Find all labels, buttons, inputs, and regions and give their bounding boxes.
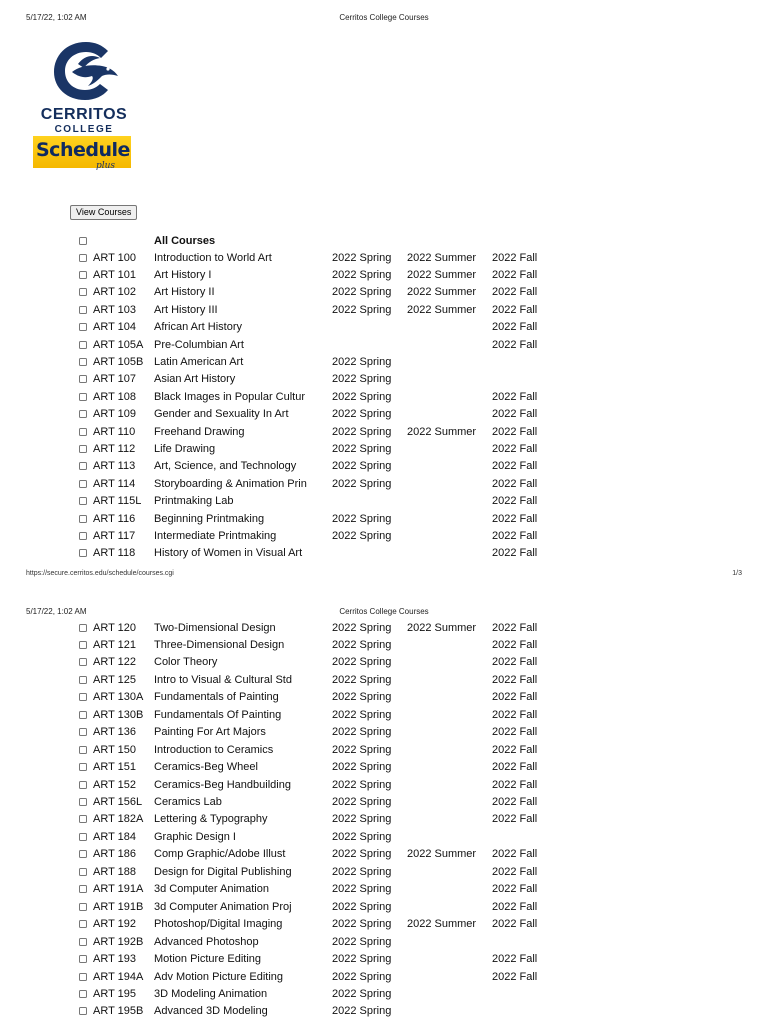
term-fall: 2022 Fall [492,495,538,508]
course-row [0,707,768,724]
course-checkbox[interactable] [79,903,87,911]
course-checkbox[interactable] [79,746,87,754]
course-code: ART 125 [93,673,137,686]
course-checkbox[interactable] [79,798,87,806]
term-spring: 2022 Spring [332,761,392,774]
term-summer: 2022 Summer [407,425,477,438]
course-checkbox[interactable] [79,973,87,981]
course-code: ART 151 [93,761,137,774]
course-title: Asian Art History [154,373,236,386]
course-checkbox[interactable] [79,341,87,349]
print-timestamp: 5/17/22, 1:02 AM [26,13,87,22]
course-code: ART 116 [93,512,136,525]
course-code: ART 107 [93,373,137,386]
course-row [0,689,768,706]
course-title: Art, Science, and Technology [154,460,297,473]
course-checkbox[interactable] [79,728,87,736]
term-fall: 2022 Fall [492,691,538,704]
course-checkbox[interactable] [79,549,87,557]
course-checkbox[interactable] [79,693,87,701]
course-title: Introduction to World Art [154,251,272,264]
term-spring: 2022 Spring [332,373,392,386]
course-row [0,986,768,1003]
course-row [0,441,768,458]
course-title: 3D Modeling Animation [154,987,268,1000]
course-title: Black Images in Popular Cultur [154,390,306,403]
term-spring: 2022 Spring [332,442,392,455]
course-title: Three-Dimensional Design [154,638,285,651]
term-fall: 2022 Fall [492,268,538,281]
term-summer: 2022 Summer [407,251,477,264]
course-checkbox[interactable] [79,711,87,719]
term-spring: 2022 Spring [332,408,392,421]
course-row [0,794,768,811]
course-code: ART 105A [93,338,144,351]
course-code: ART 191A [93,883,144,896]
term-fall: 2022 Fall [492,477,538,490]
course-row [0,811,768,828]
term-fall: 2022 Fall [492,813,538,826]
course-code: ART 188 [93,865,137,878]
course-row [0,284,768,301]
course-title: Two-Dimensional Design [154,621,276,634]
term-spring: 2022 Spring [332,390,392,403]
course-title: Art History I [154,268,212,281]
course-checkbox[interactable] [79,624,87,632]
course-code: ART 101 [93,268,137,281]
term-spring: 2022 Spring [332,638,392,651]
course-title: Life Drawing [154,442,216,455]
course-title: African Art History [154,321,243,334]
course-checkbox[interactable] [79,990,87,998]
course-code: ART 103 [93,303,137,316]
term-spring: 2022 Spring [332,251,392,264]
course-row [0,899,768,916]
course-row [0,319,768,336]
term-fall: 2022 Fall [492,726,538,739]
course-code: ART 104 [93,321,137,334]
term-fall: 2022 Fall [492,303,538,316]
course-row [0,864,768,881]
course-title: Fundamentals of Painting [154,691,279,704]
term-spring: 2022 Spring [332,512,392,525]
term-fall: 2022 Fall [492,761,538,774]
term-spring: 2022 Spring [332,691,392,704]
course-checkbox[interactable] [79,480,87,488]
term-fall: 2022 Fall [492,338,538,351]
course-code: ART 156L [93,796,143,808]
course-title: Freehand Drawing [154,425,245,438]
course-code: ART 191B [93,900,144,913]
course-code: ART 115L [93,495,142,508]
course-title: 3d Computer Animation Proj [154,900,292,913]
course-checkbox[interactable] [79,763,87,771]
term-summer: 2022 Summer [407,268,477,281]
course-code: ART 152 [93,778,137,791]
course-checkbox[interactable] [79,676,87,684]
course-row [0,406,768,423]
term-fall: 2022 Fall [492,621,538,634]
term-spring: 2022 Spring [332,460,392,473]
term-spring: 2022 Spring [332,970,392,983]
course-checkbox[interactable] [79,462,87,470]
course-title: Ceramics Lab [154,796,222,808]
term-spring: 2022 Spring [332,355,392,368]
cerritos-schedule-logo [30,38,138,180]
all-courses-heading: All Courses [154,235,216,247]
course-code: ART 136 [93,726,137,739]
course-title: Intro to Visual & Cultural Std [154,673,292,686]
course-code: ART 102 [93,286,137,299]
course-code: ART 110 [93,425,136,438]
term-fall: 2022 Fall [492,442,538,455]
term-spring: 2022 Spring [332,883,392,896]
falcon-c-logo-icon [50,38,120,104]
course-title: Graphic Design I [154,830,236,843]
term-spring: 2022 Spring [332,621,392,634]
course-title: Storyboarding & Animation Prin [154,477,307,490]
term-spring: 2022 Spring [332,529,392,542]
course-title: Pre-Columbian Art [154,338,244,351]
course-checkbox[interactable] [79,781,87,789]
course-row [0,371,768,388]
course-row [0,511,768,528]
print-title: Cerritos College Courses [339,607,429,616]
course-code: ART 130A [93,691,144,704]
course-row [0,846,768,863]
course-title: Advanced Photoshop [154,935,259,948]
term-spring: 2022 Spring [332,743,392,756]
course-title: Printmaking Lab [154,495,234,508]
course-checkbox[interactable] [79,393,87,401]
course-row [0,742,768,759]
course-row [0,951,768,968]
course-row [0,1003,768,1020]
term-spring: 2022 Spring [332,900,392,913]
course-code: ART 118 [93,547,136,560]
term-spring: 2022 Spring [332,778,392,791]
course-row [0,337,768,354]
term-fall: 2022 Fall [492,321,538,334]
print-url: https://secure.cerritos.edu/schedule/courses.cgi [26,570,174,577]
term-spring: 2022 Spring [332,477,392,490]
course-title: Latin American Art [154,355,244,368]
course-code: ART 186 [93,848,137,861]
course-title: Advanced 3D Modeling [154,1005,268,1018]
course-row [0,476,768,493]
term-fall: 2022 Fall [492,970,538,983]
term-summer: 2022 Summer [407,621,477,634]
course-code: ART 108 [93,390,137,403]
term-spring: 2022 Spring [332,918,392,931]
course-checkbox[interactable] [79,358,87,366]
course-code: ART 195B [93,1005,144,1018]
course-title: Design for Digital Publishing [154,865,292,878]
term-spring: 2022 Spring [332,1005,392,1018]
term-spring: 2022 Spring [332,303,392,316]
course-checkbox[interactable] [79,658,87,666]
term-fall: 2022 Fall [492,529,538,542]
course-title: Gender and Sexuality In Art [154,408,289,421]
course-title: Motion Picture Editing [154,953,261,966]
term-fall: 2022 Fall [492,848,538,861]
course-code: ART 122 [93,656,137,669]
term-fall: 2022 Fall [492,638,538,651]
course-checkbox[interactable] [79,288,87,296]
course-row [0,528,768,545]
course-code: ART 109 [93,408,137,421]
term-spring: 2022 Spring [332,953,392,966]
course-checkbox[interactable] [79,428,87,436]
course-row [0,354,768,371]
course-title: Ceramics-Beg Wheel [154,761,258,774]
term-fall: 2022 Fall [492,512,538,525]
course-code: ART 105B [93,355,144,368]
course-row [0,916,768,933]
course-code: ART 192 [93,918,137,931]
logo-plus-text: plus [96,161,116,171]
term-summer: 2022 Summer [407,286,477,299]
course-checkbox[interactable] [79,885,87,893]
logo-name-college: COLLEGE [54,124,114,135]
course-code: ART 195 [93,987,137,1000]
course-title: Introduction to Ceramics [154,743,274,756]
term-fall: 2022 Fall [492,883,538,896]
term-spring: 2022 Spring [332,865,392,878]
course-code: ART 182A [93,813,144,826]
term-fall: 2022 Fall [492,408,538,421]
course-checkbox[interactable] [79,833,87,841]
term-spring: 2022 Spring [332,425,392,438]
print-footer [0,570,768,582]
course-checkbox[interactable] [79,1007,87,1015]
term-spring: 2022 Spring [332,796,392,808]
course-code: ART 184 [93,830,137,843]
select-all-checkbox[interactable] [79,237,87,245]
term-summer: 2022 Summer [407,303,477,316]
course-checkbox[interactable] [79,254,87,262]
course-row [0,493,768,510]
course-checkbox[interactable] [79,641,87,649]
course-row [0,759,768,776]
course-row [0,881,768,898]
course-row [0,934,768,951]
course-code: ART 114 [93,477,136,490]
course-title: Photoshop/Digital Imaging [154,918,283,931]
course-row [0,637,768,654]
course-title: Color Theory [154,656,218,669]
course-checkbox[interactable] [79,815,87,823]
term-spring: 2022 Spring [332,935,392,948]
term-summer: 2022 Summer [407,918,477,931]
course-title: Lettering & Typography [154,813,268,826]
logo-schedule-text: Schedule [36,139,130,161]
term-spring: 2022 Spring [332,987,392,1000]
course-row [0,777,768,794]
course-title: Comp Graphic/Adobe Illust [154,848,286,861]
term-fall: 2022 Fall [492,743,538,756]
course-checkbox[interactable] [79,375,87,383]
course-code: ART 193 [93,953,137,966]
course-code: ART 100 [93,251,137,264]
term-fall: 2022 Fall [492,286,538,299]
course-row [0,724,768,741]
term-summer: 2022 Summer [407,848,477,861]
course-row [0,389,768,406]
course-row [0,654,768,671]
course-checkbox[interactable] [79,920,87,928]
course-row [0,267,768,284]
term-fall: 2022 Fall [492,865,538,878]
course-checkbox[interactable] [79,497,87,505]
term-spring: 2022 Spring [332,286,392,299]
course-row [0,250,768,267]
course-row [0,424,768,441]
term-fall: 2022 Fall [492,547,538,560]
course-row [0,458,768,475]
term-fall: 2022 Fall [492,673,538,686]
course-code: ART 117 [93,529,136,542]
term-spring: 2022 Spring [332,673,392,686]
course-title: Ceramics-Beg Handbuilding [154,778,291,791]
course-row [0,545,768,562]
term-spring: 2022 Spring [332,830,392,843]
term-fall: 2022 Fall [492,778,538,791]
course-title: Fundamentals Of Painting [154,708,282,721]
course-row [0,620,768,637]
course-title: 3d Computer Animation [154,883,269,896]
term-fall: 2022 Fall [492,796,538,808]
course-row [0,829,768,846]
course-checkbox[interactable] [79,445,87,453]
course-title: Adv Motion Picture Editing [154,970,284,983]
term-fall: 2022 Fall [492,918,538,931]
course-code: ART 150 [93,743,137,756]
print-page-number: 1/3 [732,570,742,577]
course-title: Painting For Art Majors [154,726,266,739]
course-checkbox[interactable] [79,955,87,963]
course-checkbox[interactable] [79,532,87,540]
course-checkbox[interactable] [79,515,87,523]
course-code: ART 120 [93,621,137,634]
course-title: Art History II [154,286,215,299]
term-fall: 2022 Fall [492,390,538,403]
term-spring: 2022 Spring [332,848,392,861]
course-checkbox[interactable] [79,938,87,946]
print-title: Cerritos College Courses [339,13,429,22]
course-row [0,302,768,319]
course-title: Art History III [154,303,218,316]
term-spring: 2022 Spring [332,268,392,281]
view-courses-button[interactable]: View Courses [70,205,137,220]
course-title: Intermediate Printmaking [154,529,277,542]
course-code: ART 192B [93,935,144,948]
course-checkbox[interactable] [79,306,87,314]
course-code: ART 130B [93,708,144,721]
course-code: ART 194A [93,970,144,983]
course-row [0,672,768,689]
print-timestamp: 5/17/22, 1:02 AM [26,607,87,616]
print-header [0,13,768,27]
course-checkbox[interactable] [79,410,87,418]
course-row [0,969,768,986]
term-fall: 2022 Fall [492,708,538,721]
term-fall: 2022 Fall [492,251,538,264]
term-fall: 2022 Fall [492,460,538,473]
term-fall: 2022 Fall [492,900,538,913]
course-checkbox[interactable] [79,323,87,331]
course-checkbox[interactable] [79,850,87,858]
course-checkbox[interactable] [79,868,87,876]
term-fall: 2022 Fall [492,953,538,966]
logo-name-cerritos: CERRITOS [40,106,128,123]
term-spring: 2022 Spring [332,813,392,826]
course-code: ART 121 [93,638,137,651]
term-fall: 2022 Fall [492,656,538,669]
term-spring: 2022 Spring [332,726,392,739]
term-fall: 2022 Fall [492,425,538,438]
course-checkbox[interactable] [79,271,87,279]
course-code: ART 113 [93,460,136,473]
term-spring: 2022 Spring [332,656,392,669]
course-title: Beginning Printmaking [154,512,265,525]
term-spring: 2022 Spring [332,708,392,721]
course-code: ART 112 [93,442,136,455]
course-title: History of Women in Visual Art [154,547,303,560]
